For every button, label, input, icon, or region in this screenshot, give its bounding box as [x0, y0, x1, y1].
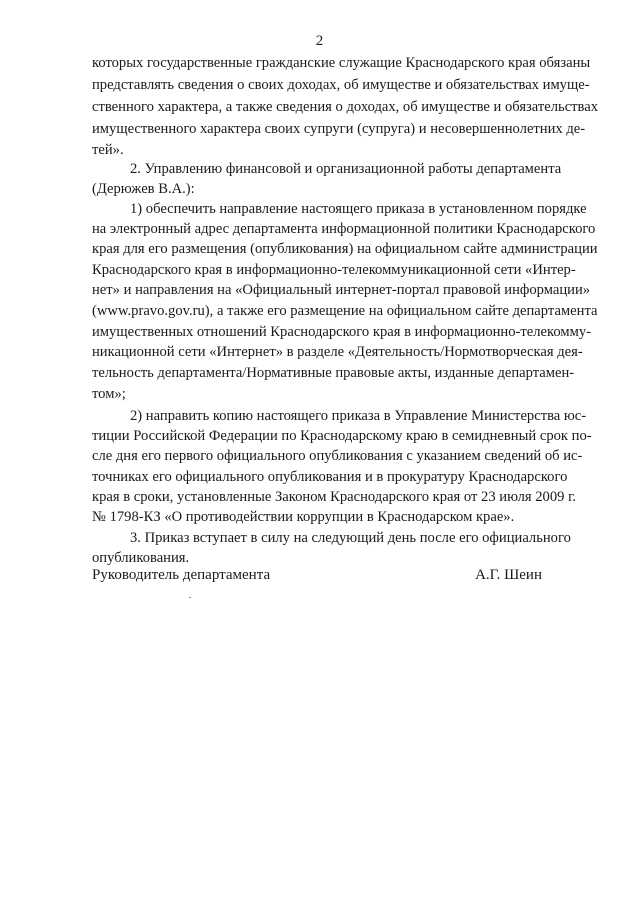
text-line: тиции Российской Федерации по Краснодарскому краю в семидневный срок по-	[92, 428, 592, 444]
signature-name: А.Г. Шеин	[475, 567, 542, 583]
text-line: Краснодарского края в информационно-телекоммуникационной сети «Интер-	[92, 262, 576, 278]
text-line: имущественных отношений Краснодарского края в информационно-телекомму-	[92, 324, 592, 340]
text-line: ственного характера, а также сведения о доходах, об имуществе и обязательствах	[92, 99, 599, 115]
text-line: тельность департамента/Нормативные правовые акты, изданные департамен-	[92, 365, 575, 381]
text-line: опубликования.	[92, 550, 190, 566]
text-line: № 1798-КЗ «О противодействии коррупции в Краснодарском крае».	[92, 509, 515, 525]
text-line: (Дерюжев В.А.):	[92, 181, 195, 197]
paragraph-2-line: 2. Управлению финансовой и организационной работы департамента	[130, 161, 562, 177]
text-line: которых государственные гражданские служащие Краснодарского края обязаны	[92, 55, 591, 71]
text-line: (www.pravo.gov.ru), а также его размещение на официальном сайте департамента	[92, 303, 598, 319]
subparagraph-1-line: 1) обеспечить направление настоящего приказа в установленном порядке	[130, 201, 587, 217]
page-number: 2	[315, 33, 324, 49]
scan-speck	[189, 597, 191, 598]
text-line: тей».	[92, 142, 124, 158]
text-line: края в сроки, установленные Законом Краснодарского края от 23 июля 2009 г.	[92, 489, 577, 505]
text-line: никационной сети «Интернет» в разделе «Деятельность/Нормотворческая дея-	[92, 344, 583, 360]
text-line: имущественного характера своих супруги (супруга) и несовершеннолетних де-	[92, 121, 586, 137]
text-line: точниках его официального опубликования и в прокуратуру Краснодарского	[92, 469, 568, 485]
signature-position: Руководитель департамента	[92, 567, 271, 583]
text-line: сле дня его первого официального опубликования с указанием сведений об ис-	[92, 448, 583, 464]
text-line: края для его размещения (опубликования) на официальном сайте администрации	[92, 241, 598, 257]
text-line: нет» и направления на «Официальный интернет-портал правовой информации»	[92, 282, 591, 298]
paragraph-3-line: 3. Приказ вступает в силу на следующий день после его официального	[130, 530, 571, 546]
text-line: представлять сведения о своих доходах, об имуществе и обязательствах имуще-	[92, 77, 590, 93]
text-line: на электронный адрес департамента информационной политики Краснодарского	[92, 221, 596, 237]
text-line: том»;	[92, 386, 126, 402]
subparagraph-2-line: 2) направить копию настоящего приказа в Управление Министерства юс-	[130, 408, 587, 424]
